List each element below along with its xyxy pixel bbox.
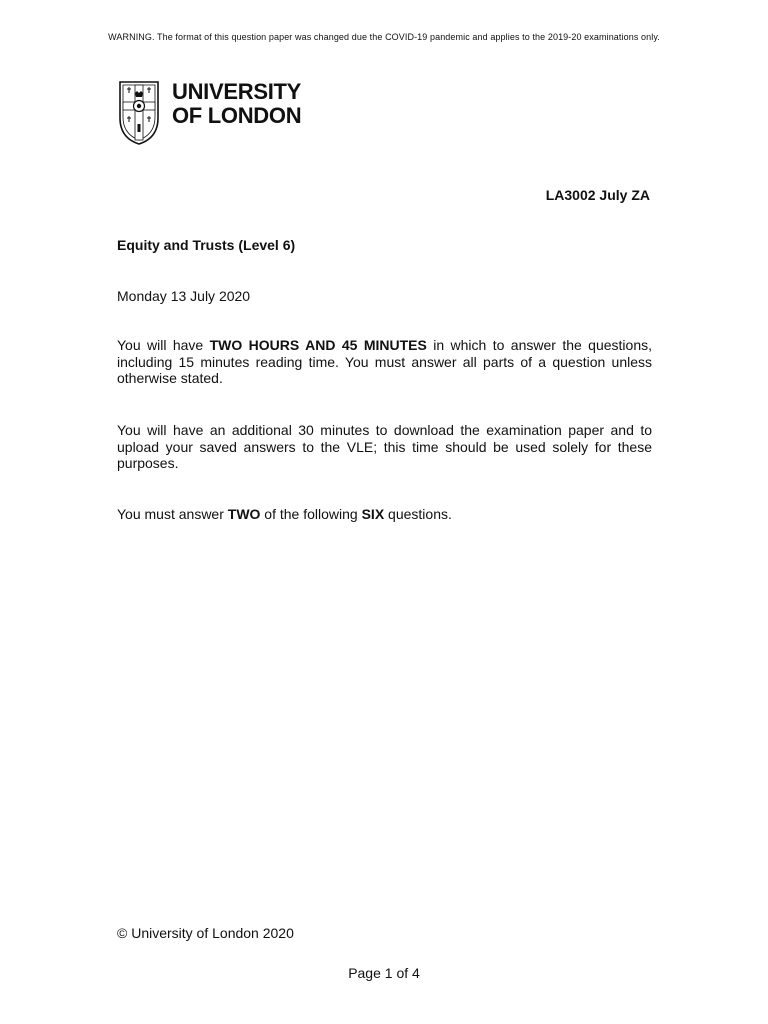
answer-text-1: You must answer [117, 506, 228, 522]
question-count: SIX [361, 506, 385, 522]
answer-text-3: questions. [384, 506, 452, 522]
time-text-2: in which to answer the questions, including 15 minutes reading time. You must answer all parts of a question unless otherwise stated. [117, 337, 653, 386]
exam-code: LA3002 July ZA [545, 187, 650, 203]
page-number: Page 1 of 4 [348, 965, 420, 981]
university-name-line2: OF LONDON [172, 103, 302, 128]
answer-instructions [117, 506, 652, 523]
university-crest-icon [118, 80, 160, 146]
covid-warning: WARNING. The format of this question paper was changed due the COVID-19 pandemic and applies to the 2019-20 examinations only. [108, 32, 660, 42]
university-name [172, 80, 301, 128]
university-logo [118, 80, 301, 146]
time-instructions [117, 337, 652, 387]
time-emphasis: TWO HOURS AND 45 MINUTES [209, 337, 427, 353]
exam-date: Monday 13 July 2020 [117, 288, 251, 304]
exam-subject: Equity and Trusts (Level 6) [117, 237, 296, 253]
university-name-line1: UNIVERSITY [172, 79, 302, 104]
answer-count: TWO [227, 506, 261, 522]
copyright: © University of London 2020 [117, 925, 294, 941]
time-text-1: You will have [117, 337, 210, 353]
upload-instructions: You will have an additional 30 minutes to download the examination paper and to upload your saved answers to the VLE; this time should be used solely for these purposes. [117, 422, 652, 471]
answer-text-2: of the following [260, 506, 362, 522]
